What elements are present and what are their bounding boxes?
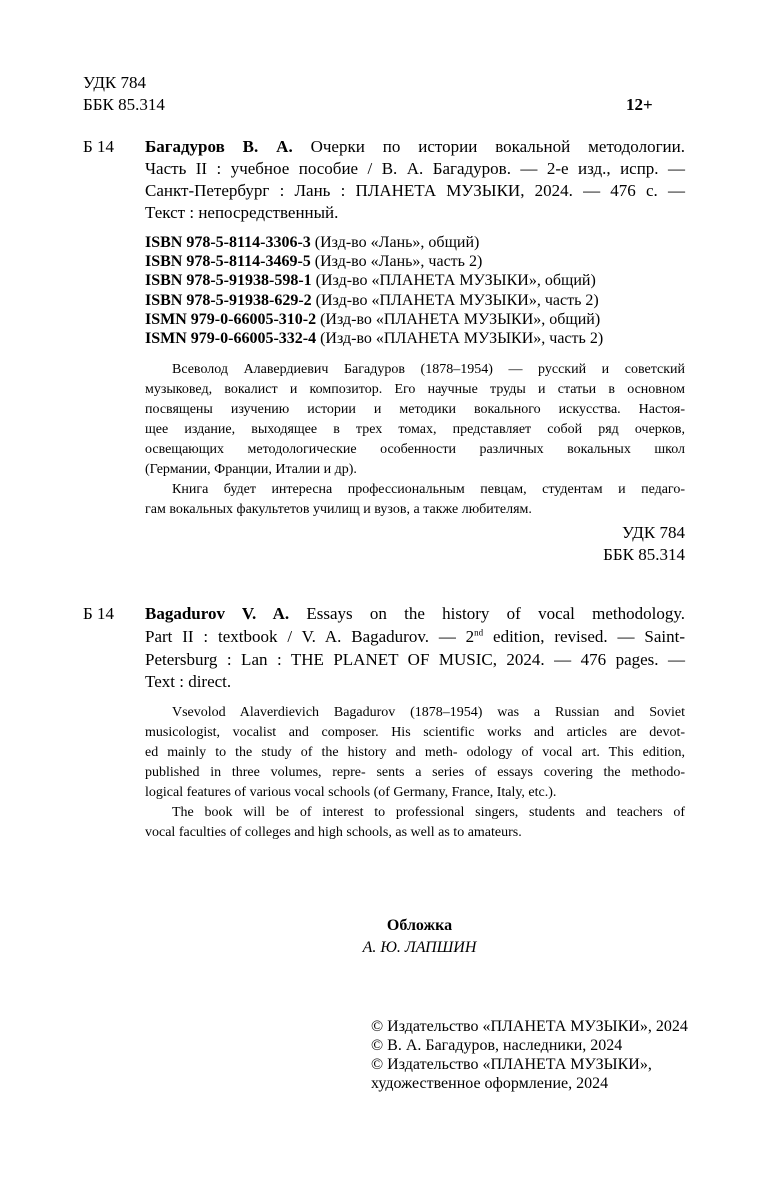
isbn-line xyxy=(145,273,596,289)
ru-abstract-line: музыковед, вокалист и композитор. Его научные труды и статьи в основном xyxy=(145,382,685,397)
udk-header: УДК 784 xyxy=(83,73,147,92)
cover-artist: А. Ю. ЛАПШИН xyxy=(362,939,477,956)
isbn-number: ISBN 978-5-91938-598-1 xyxy=(145,272,312,289)
isbn-line xyxy=(145,254,482,270)
copyright-line: художественное оформление, 2024 xyxy=(371,1075,609,1092)
isbn-note: (Изд-во «ПЛАНЕТА МУЗЫКИ», часть 2) xyxy=(311,292,599,309)
isbn-number: ISBN 978-5-8114-3306-3 xyxy=(145,234,311,251)
en-abstract-line: Vsevolod Alaverdievich Bagadurov (1878–1954) was a Russian and Soviet xyxy=(172,705,685,720)
isbn-number: ISBN 978-5-8114-3469-5 xyxy=(145,253,311,270)
ru-abstract-line: Книга будет интересна профессиональным певцам, студентам и педаго- xyxy=(172,482,685,497)
copyright-line: © Издательство «ПЛАНЕТА МУЗЫКИ», xyxy=(371,1056,652,1073)
bbk-index: ББК 85.314 xyxy=(603,545,685,564)
ru-entry-line-3: Санкт-Петербург : Лань : ПЛАНЕТА МУЗЫКИ, 2024. — 476 с. — xyxy=(145,181,685,200)
isbn-note: (Изд-во «ПЛАНЕТА МУЗЫКИ», общий) xyxy=(311,272,596,289)
ru-title: Очерки по истории вокальной методологии. xyxy=(292,137,685,156)
en-author: Bagadurov V. A. xyxy=(145,604,290,623)
copyright-line: © В. А. Багадуров, наследники, 2024 xyxy=(371,1037,623,1054)
en-line2-sup: nd xyxy=(474,627,484,638)
en-abstract-line: vocal faculties of colleges and high schools, as well as to amateurs. xyxy=(145,825,522,840)
en-entry-code: Б 14 xyxy=(83,604,115,623)
isbn-note: (Изд-во «ПЛАНЕТА МУЗЫКИ», общий) xyxy=(316,311,601,328)
ru-abstract-line: посвящены изучению истории и методики вокального искусства. Настоя- xyxy=(145,402,685,417)
ru-abstract-line: щее издание, выходящее в трех томах, представляет собой ряд очерков, xyxy=(145,422,685,437)
isbn-number: ISBN 978-5-91938-629-2 xyxy=(145,292,312,309)
en-abstract-line: ed mainly to the study of the history and meth- odology of vocal art. This edition, xyxy=(145,745,685,760)
en-line2-b: edition, revised. — Saint- xyxy=(483,627,685,646)
en-entry-line-4: Text : direct. xyxy=(145,672,232,691)
ru-entry-line-1 xyxy=(145,138,685,155)
isbn-number: ISMN 979-0-66005-310-2 xyxy=(145,311,317,328)
udk-index: УДК 784 xyxy=(621,523,685,542)
isbn-line xyxy=(145,235,479,251)
copyright-line: © Издательство «ПЛАНЕТА МУЗЫКИ», 2024 xyxy=(371,1018,688,1035)
en-title: Essays on the history of vocal methodology. xyxy=(289,604,686,623)
en-abstract-line: published in three volumes, repre- sents a series of essays covering the methodo- xyxy=(145,765,685,780)
isbn-line xyxy=(145,293,599,309)
ru-author: Багадуров В. А. xyxy=(145,137,293,156)
en-abstract-line: musicologist, vocalist and composer. His scientific works and articles are devot- xyxy=(145,725,685,740)
isbn-note: (Изд-во «Лань», часть 2) xyxy=(310,253,483,270)
en-entry-line-1 xyxy=(145,605,685,622)
ru-entry-line-2: Часть II : учебное пособие / В. А. Багадуров. — 2-е изд., испр. — xyxy=(145,159,685,178)
en-abstract-line: logical features of various vocal schools (of Germany, France, Italy, etc.). xyxy=(145,785,557,800)
isbn-number: ISMN 979-0-66005-332-4 xyxy=(145,330,317,347)
age-rating: 12+ xyxy=(626,95,653,114)
ru-abstract-line: (Германии, Франции, Италии и др). xyxy=(145,462,357,477)
isbn-note: (Изд-во «Лань», общий) xyxy=(310,234,480,251)
ru-entry-code: Б 14 xyxy=(83,137,115,156)
en-line2-a: Part II : textbook / V. A. Bagadurov. — 2 xyxy=(145,627,475,646)
en-entry-line-2 xyxy=(145,628,685,645)
bbk-header: ББК 85.314 xyxy=(83,95,165,114)
ru-abstract-line: Всеволод Алавердиевич Багадуров (1878–1954) — русский и советский xyxy=(172,362,685,377)
en-entry-line-3: Petersburg : Lan : THE PLANET OF MUSIC, 2024. — 476 pages. — xyxy=(145,650,685,669)
en-abstract-line: The book will be of interest to professional singers, students and teachers of xyxy=(172,805,685,820)
ru-entry-line-4: Текст : непосредственный. xyxy=(145,203,339,222)
isbn-note: (Изд-во «ПЛАНЕТА МУЗЫКИ», часть 2) xyxy=(316,330,604,347)
ru-abstract-line: гам вокальных факультетов училищ и вузов, а также любителям. xyxy=(145,502,532,517)
isbn-line xyxy=(145,312,600,328)
isbn-line xyxy=(145,331,603,347)
cover-label: Обложка xyxy=(386,917,453,934)
ru-abstract-line: освещающих методологические особенности различных вокальных школ xyxy=(145,442,685,457)
